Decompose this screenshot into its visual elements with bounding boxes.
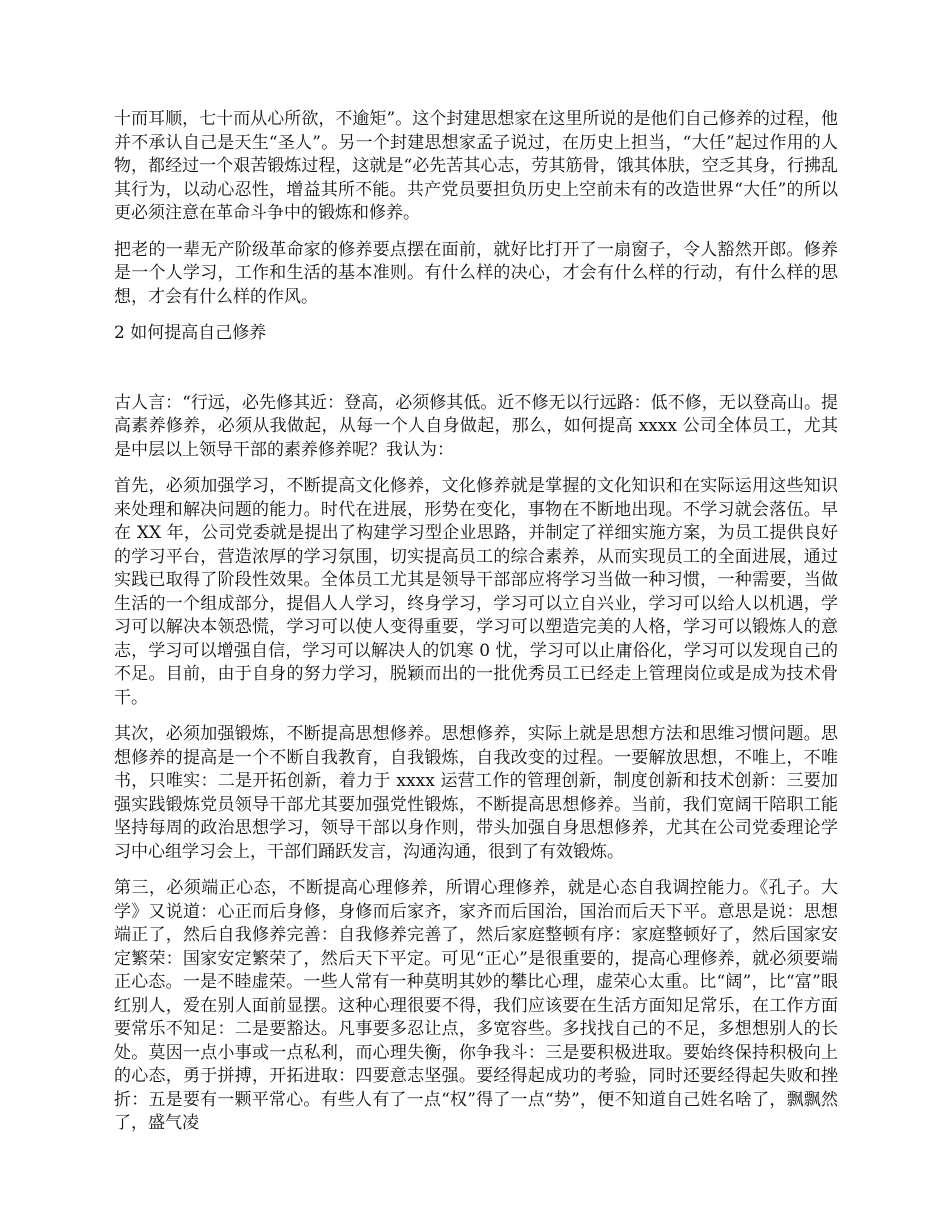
document-page xyxy=(114,108,838,1149)
paragraph-6: 第三，必须端正心态，不断提高心理修养，所谓心理修养，就是心态自我调控能力。《孔子。大学》又说道：心正而后身修，身修而后家齐，家齐而后国治，国治而后天下平。意思是说：思想端正了，然后自我修养完善：自我修养完善了，然后家庭整顿有序：家庭整顿好了，然后国家安定繁荣：国家安定繁荣了，然后天下平定。可见“正心”是很重要的，提高心理修养，就必须要端正心态。一是不睦虚荣。一些人常有一种莫明其妙的攀比心理，虚荣心太重。比“阔”，比“富”眼红别人，爱在别人面前显摆。这种心理很要不得，我们应该要在生活方面知足常乐，在工作方面要常乐不知足：二是要豁达。凡事要多忍让点，多宽容些。多找找自己的不足，多想想别人的长处。莫因一点小事或一点私利，而心理失衡，你争我斗：三是要积极进取。要始终保持积极向上的心态，勇于拼搏，开拓进取：四要意志坚强。要经得起成功的考验，同时还要经得起失败和挫折：五是要有一颗平常心。有些人有了一点“权”得了一点“势”，便不知道自己姓名啥了，飘飘然了，盛气凌 xyxy=(114,878,838,1133)
paragraph-5: 其次，必须加强锻炼，不断提高思想修养。思想修养，实际上就是思想方法和思维习惯问题。思想修养的提高是一个不断自我教育，自我锻炼，自我改变的过程。一要解放思想，不唯上，不唯书，只唯实：二是开拓创新，着力于 xxxx 运营工作的管理创新，制度创新和技术创新：三要加强实践锻炼党员领导干部尤其要加强党性锻炼，不断提高思想修养。当前，我们宽阔干陪职工能坚持每周的政治思想学习，领导干部以身作则，带头加强自身思想修养，尤其在公司党委理论学习中心组学习会上，干部们踊跃发言，沟通沟通，很到了有效锻炼。 xyxy=(114,724,838,862)
paragraph-3: 古人言：“行远，必先修其近：登高，必须修其低。近不修无以行远路：低不修，无以登高山。提高素养修养，必须从我做起，从每一个人自身做起，那么，如何提高 xxxx 公司全体员工，尤其是中层以上领导干部的素养修养呢？我认为： xyxy=(114,392,838,460)
paragraph-4: 首先，必须加强学习，不断提高文化修养，文化修养就是掌握的文化知识和在实际运用这些知识来处理和解决问题的能力。时代在进展，形势在变化，事物在不断地出现。不学习就会落伍。早在 XX 年，公司党委就是提出了构建学习型企业思路，并制定了祥细实施方案，为员工提供良好的学习平台，营造浓厚的学习氛围，切实提高员工的综合素养，从而实现员工的全面进展，通过实践已取得了阶段性效果。全体员工尤其是领导干部部应将学习当做一种习惯，一种需要，当做生活的一个组成部分，提倡人人学习，终身学习，学习可以立自兴业，学习可以给人以机遇，学习可以解决本领恐慌，学习可以使人变得重要，学习可以塑造完美的人格，学习可以锻炼人的意志，学习可以增强自信，学习可以解决人的饥寒 0 忧，学习可以止庸俗化，学习可以发现自己的不足。目前，由于自身的努力学习，脱颖而出的一批优秀员工已经走上管理岗位或是成为技术骨干。 xyxy=(114,476,838,708)
paragraph-1: 十而耳顺，七十而从心所欲，不逾矩”。这个封建思想家在这里所说的是他们自己修养的过程，他并不承认自己是天生“圣人”。另一个封建思想家孟子说过，在历史上担当，“大任”起过作用的人物，都经过一个艰苦锻炼过程，这就是“必先苦其心志，劳其筋骨，饿其体肤，空乏其身，行拂乱其行为，以动心忍性，增益其所不能。共产党员要担负历史上空前未有的改造世界“大任”的所以更必须注意在革命斗争中的锻炼和修养。 xyxy=(114,109,838,223)
blank-space xyxy=(114,359,838,392)
paragraph-2: 把老的一辈无产阶级革命家的修养要点摆在面前，就好比打开了一扇窗子，令人豁然开郎。修养是一个人学习，工作和生活的基本准则。有什么样的决心，才会有什么样的行动，有什么样的思想，才会有什么样的作风。 xyxy=(114,239,838,307)
section-heading: 2 如何提高自己修养 xyxy=(114,323,267,343)
